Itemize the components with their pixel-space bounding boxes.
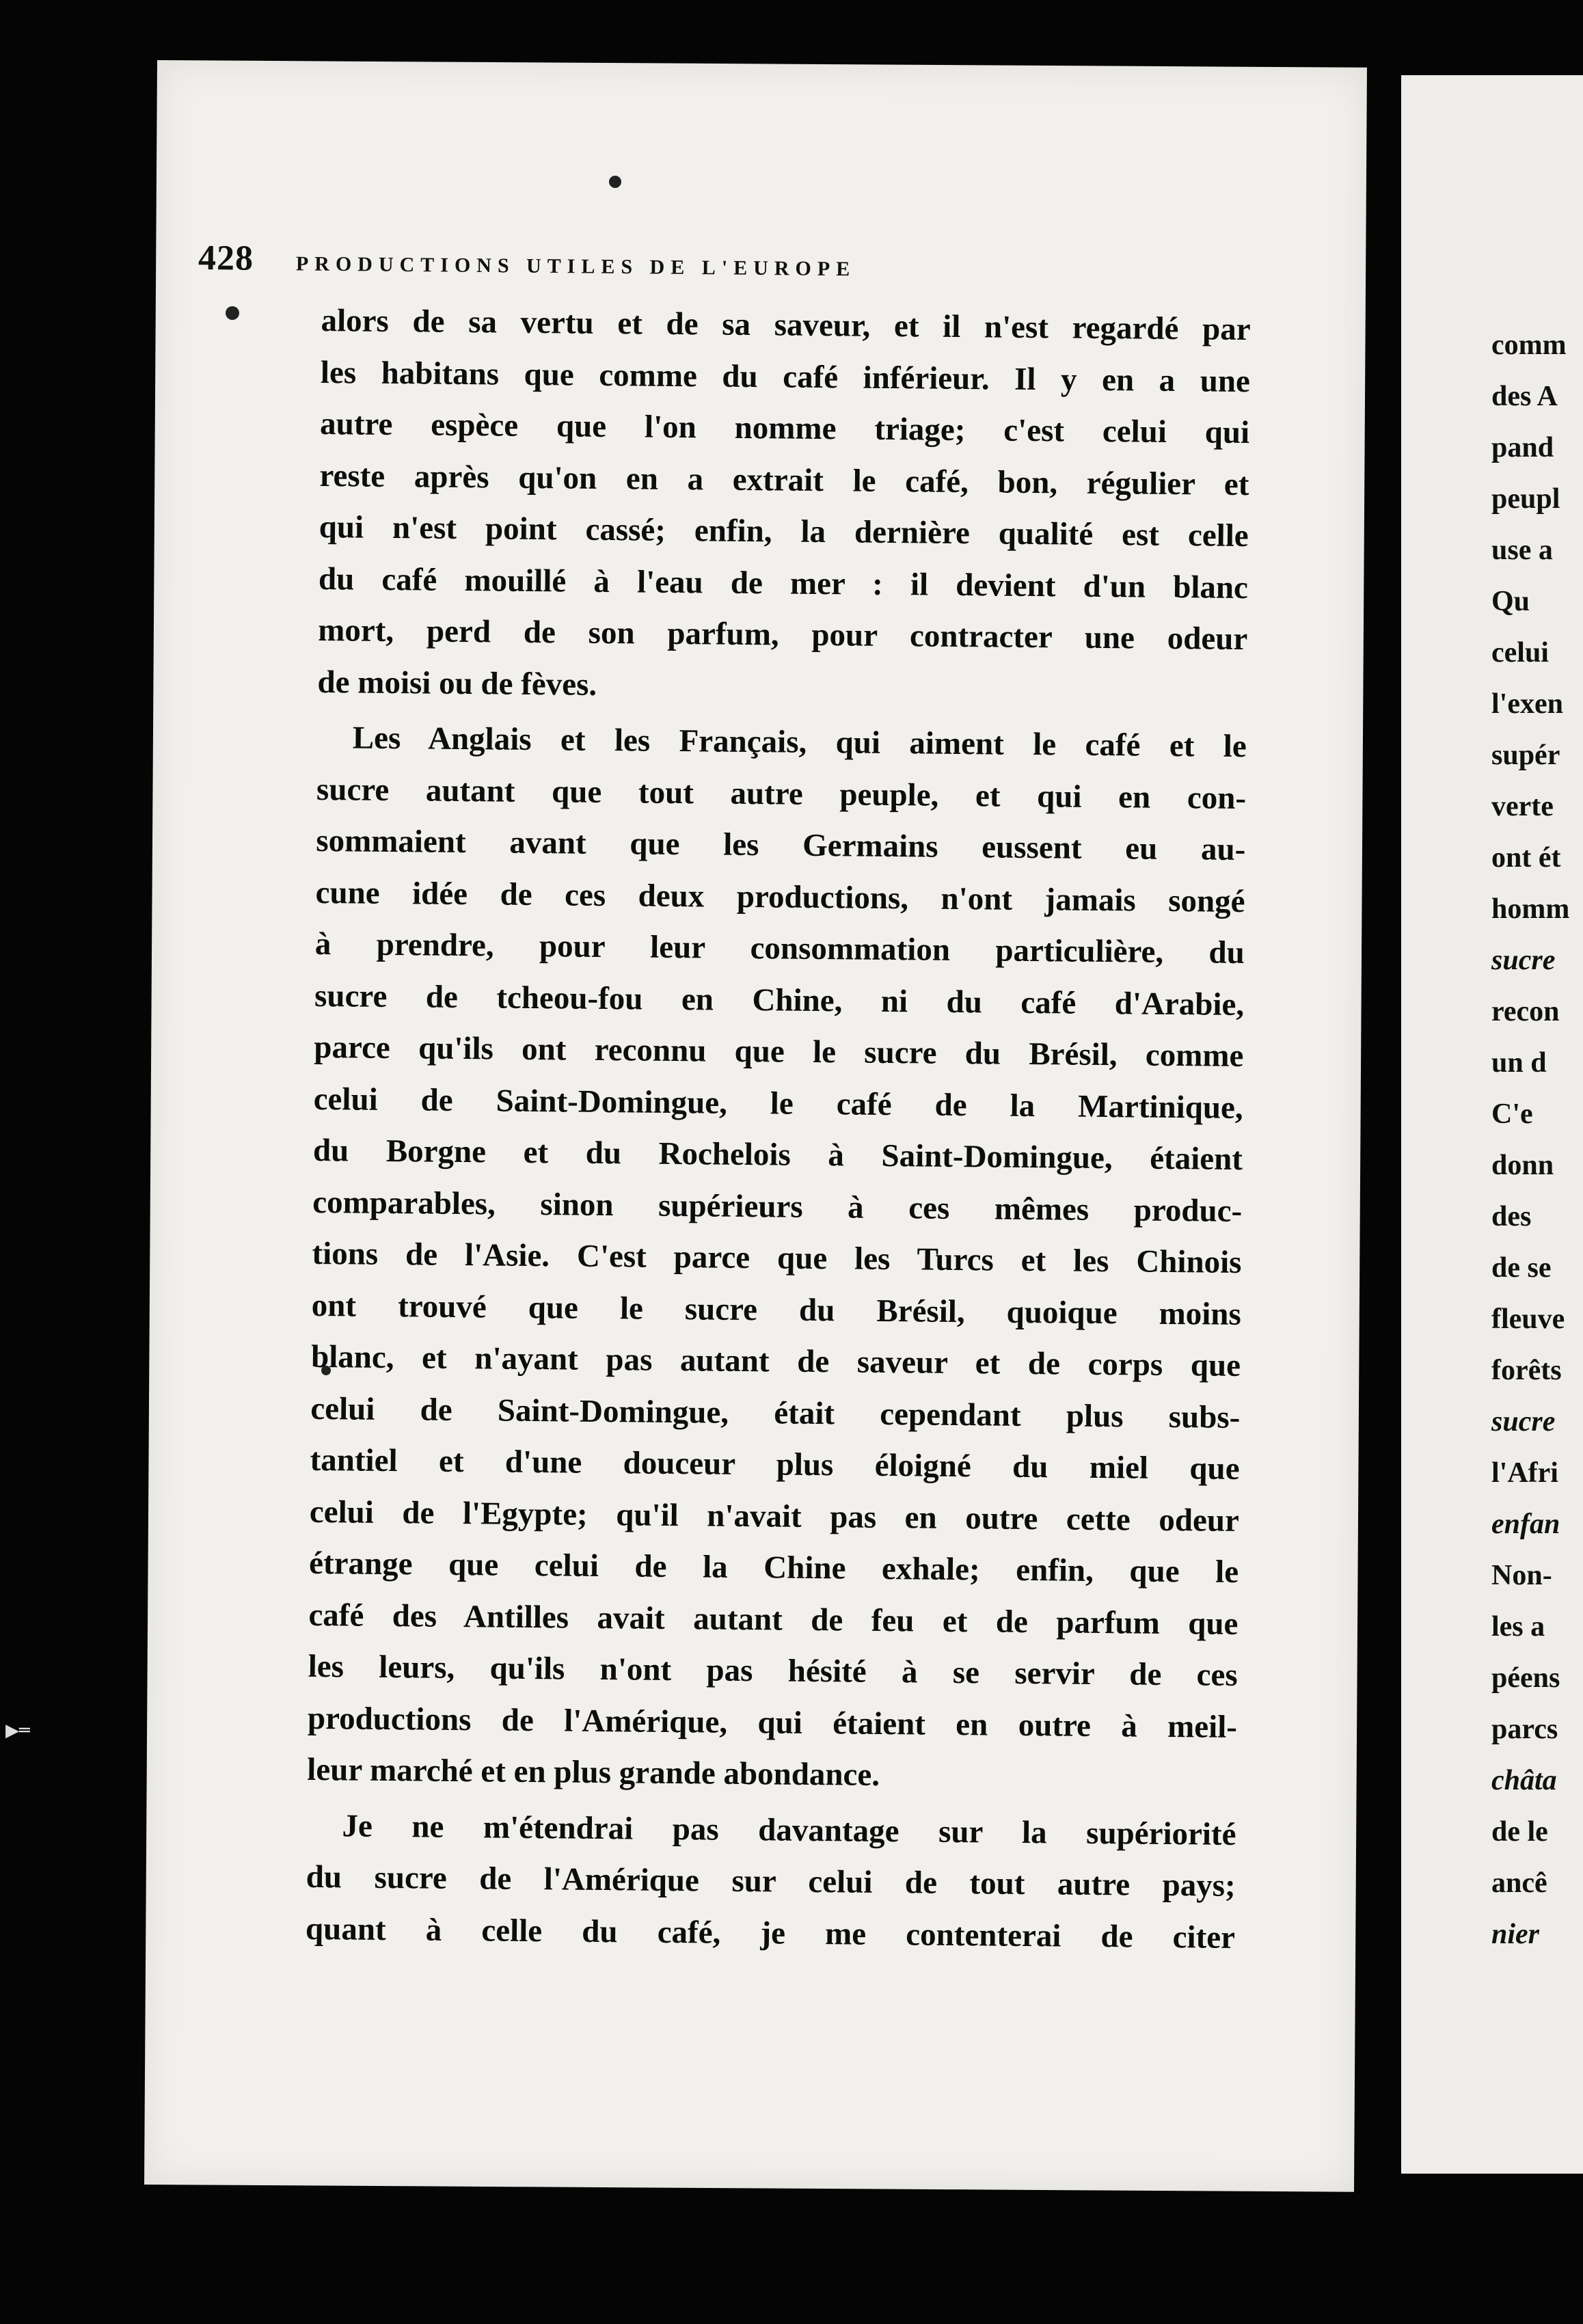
facing-line: nier [1491,1919,1540,1950]
facing-line: use a [1491,535,1553,566]
facing-page-text [1491,320,1569,1960]
facing-line: sucre [1491,945,1556,976]
facing-line: pand [1491,432,1554,463]
text-line: qui n'est point cassé; enfin, la dernière qualité est celle [319,509,1249,554]
text-line: leur marché et en plus grande abondance. [307,1751,880,1793]
facing-line: peupl [1491,483,1560,515]
facing-line: homm [1491,893,1570,925]
text-line: blanc, et n'ayant pas autant de saveur et de corps que [310,1338,1241,1383]
text-line: ont trouvé que le sucre du Brésil, quoique moins [311,1287,1242,1332]
facing-line: des A [1491,381,1558,412]
facing-line: verte [1491,791,1554,822]
facing-line: des [1491,1201,1532,1232]
ink-speck [609,176,621,188]
facing-line: châta [1491,1765,1557,1796]
text-line: quant à celle du café, je me contenterai de citer [305,1910,1236,1956]
facing-line: ont ét [1491,842,1561,874]
facing-line: celui [1491,637,1549,668]
text-line: celui de Saint-Domingue, était cependant plus subs- [310,1390,1241,1435]
text-line: cune idée de ces deux productions, n'ont jamais songé [315,874,1245,919]
facing-line: sucre [1491,1406,1556,1437]
page-number: 428 [198,239,254,278]
facing-line: ancê [1491,1867,1547,1899]
text-line: alors de sa vertu et de sa saveur, et il n'est regardé par [321,302,1251,348]
text-line: café des Antilles avait autant de feu et de parfum que [308,1597,1239,1642]
text-line: comparables, sinon supérieurs à ces mêmes produc- [312,1184,1243,1229]
body-text [306,295,1251,1964]
text-line: de moisi ou de fèves. [317,664,597,703]
facing-line: donn [1491,1150,1554,1181]
ink-speck [226,306,239,320]
text-line: sucre autant que tout autre peuple, et qui en con- [316,771,1247,816]
text-line: Je ne m'étendrai pas davantage sur la supériorité [342,1807,1236,1852]
facing-line: l'exen [1491,688,1563,720]
facing-line: comm [1491,329,1567,361]
facing-line: les a [1491,1611,1545,1643]
text-line: étrange que celui de la Chine exhale; enfin, que le [308,1545,1239,1590]
text-line: mort, perd de son parfum, pour contracter une odeur [318,612,1248,658]
facing-line: Qu [1491,586,1530,617]
text-line: tantiel et d'une douceur plus éloigné du miel que [310,1442,1240,1487]
text-line: sommaient avant que les Germains eussent eu au- [316,822,1246,868]
scan-edge-mark: ▶═ [5,1720,30,1741]
text-line: productions de l'Amérique, qui étaient en outre à meil- [307,1700,1238,1745]
text-line: tions de l'Asie. C'est parce que les Turcs et les Chinois [312,1235,1242,1280]
facing-line: supér [1491,740,1560,771]
facing-line: de le [1491,1816,1548,1848]
facing-line: parcs [1491,1714,1558,1745]
text-line: celui de Saint-Domingue, le café de la Martinique, [313,1081,1243,1126]
text-line: du Borgne et du Rochelois à Saint-Domingue, étaient [312,1132,1243,1177]
text-line: parce qu'ils ont reconnu que le sucre du Brésil, comme [314,1029,1244,1075]
facing-line: recon [1491,996,1560,1027]
facing-line: C'e [1491,1098,1533,1130]
text-line: Les Anglais et les Français, qui aiment le café et le [352,720,1247,765]
text-line: du sucre de l'Amérique sur celui de tout autre pays; [306,1859,1236,1904]
facing-line: l'Afri [1491,1457,1558,1489]
facing-line: forêts [1491,1355,1562,1386]
running-head: PRODUCTIONS UTILES DE L'EUROPE [295,252,856,281]
facing-line: fleuve [1491,1303,1565,1335]
facing-line: un d [1491,1047,1547,1079]
text-line: autre espèce que l'on nomme triage; c'est celui qui [319,405,1250,451]
text-line: reste après qu'on en a extrait le café, bon, régulier et [319,457,1249,502]
text-line: à prendre, pour leur consommation particulière, du [314,925,1245,971]
facing-line: Non- [1491,1560,1552,1591]
text-line: celui de l'Egypte; qu'il n'avait pas en outre cette odeur [309,1494,1240,1539]
text-line: sucre de tcheou-fou en Chine, ni du café d'Arabie, [314,977,1245,1023]
text-line: les leurs, qu'ils n'ont pas hésité à se servir de ces [308,1648,1238,1693]
facing-line: enfan [1491,1509,1560,1540]
facing-line: de se [1491,1252,1552,1284]
text-line: du café mouillé à l'eau de mer : il devient d'un blanc [318,560,1249,606]
facing-line: péens [1491,1662,1560,1694]
text-line: les habitans que comme du café inférieur. Il y en a une [320,354,1251,399]
